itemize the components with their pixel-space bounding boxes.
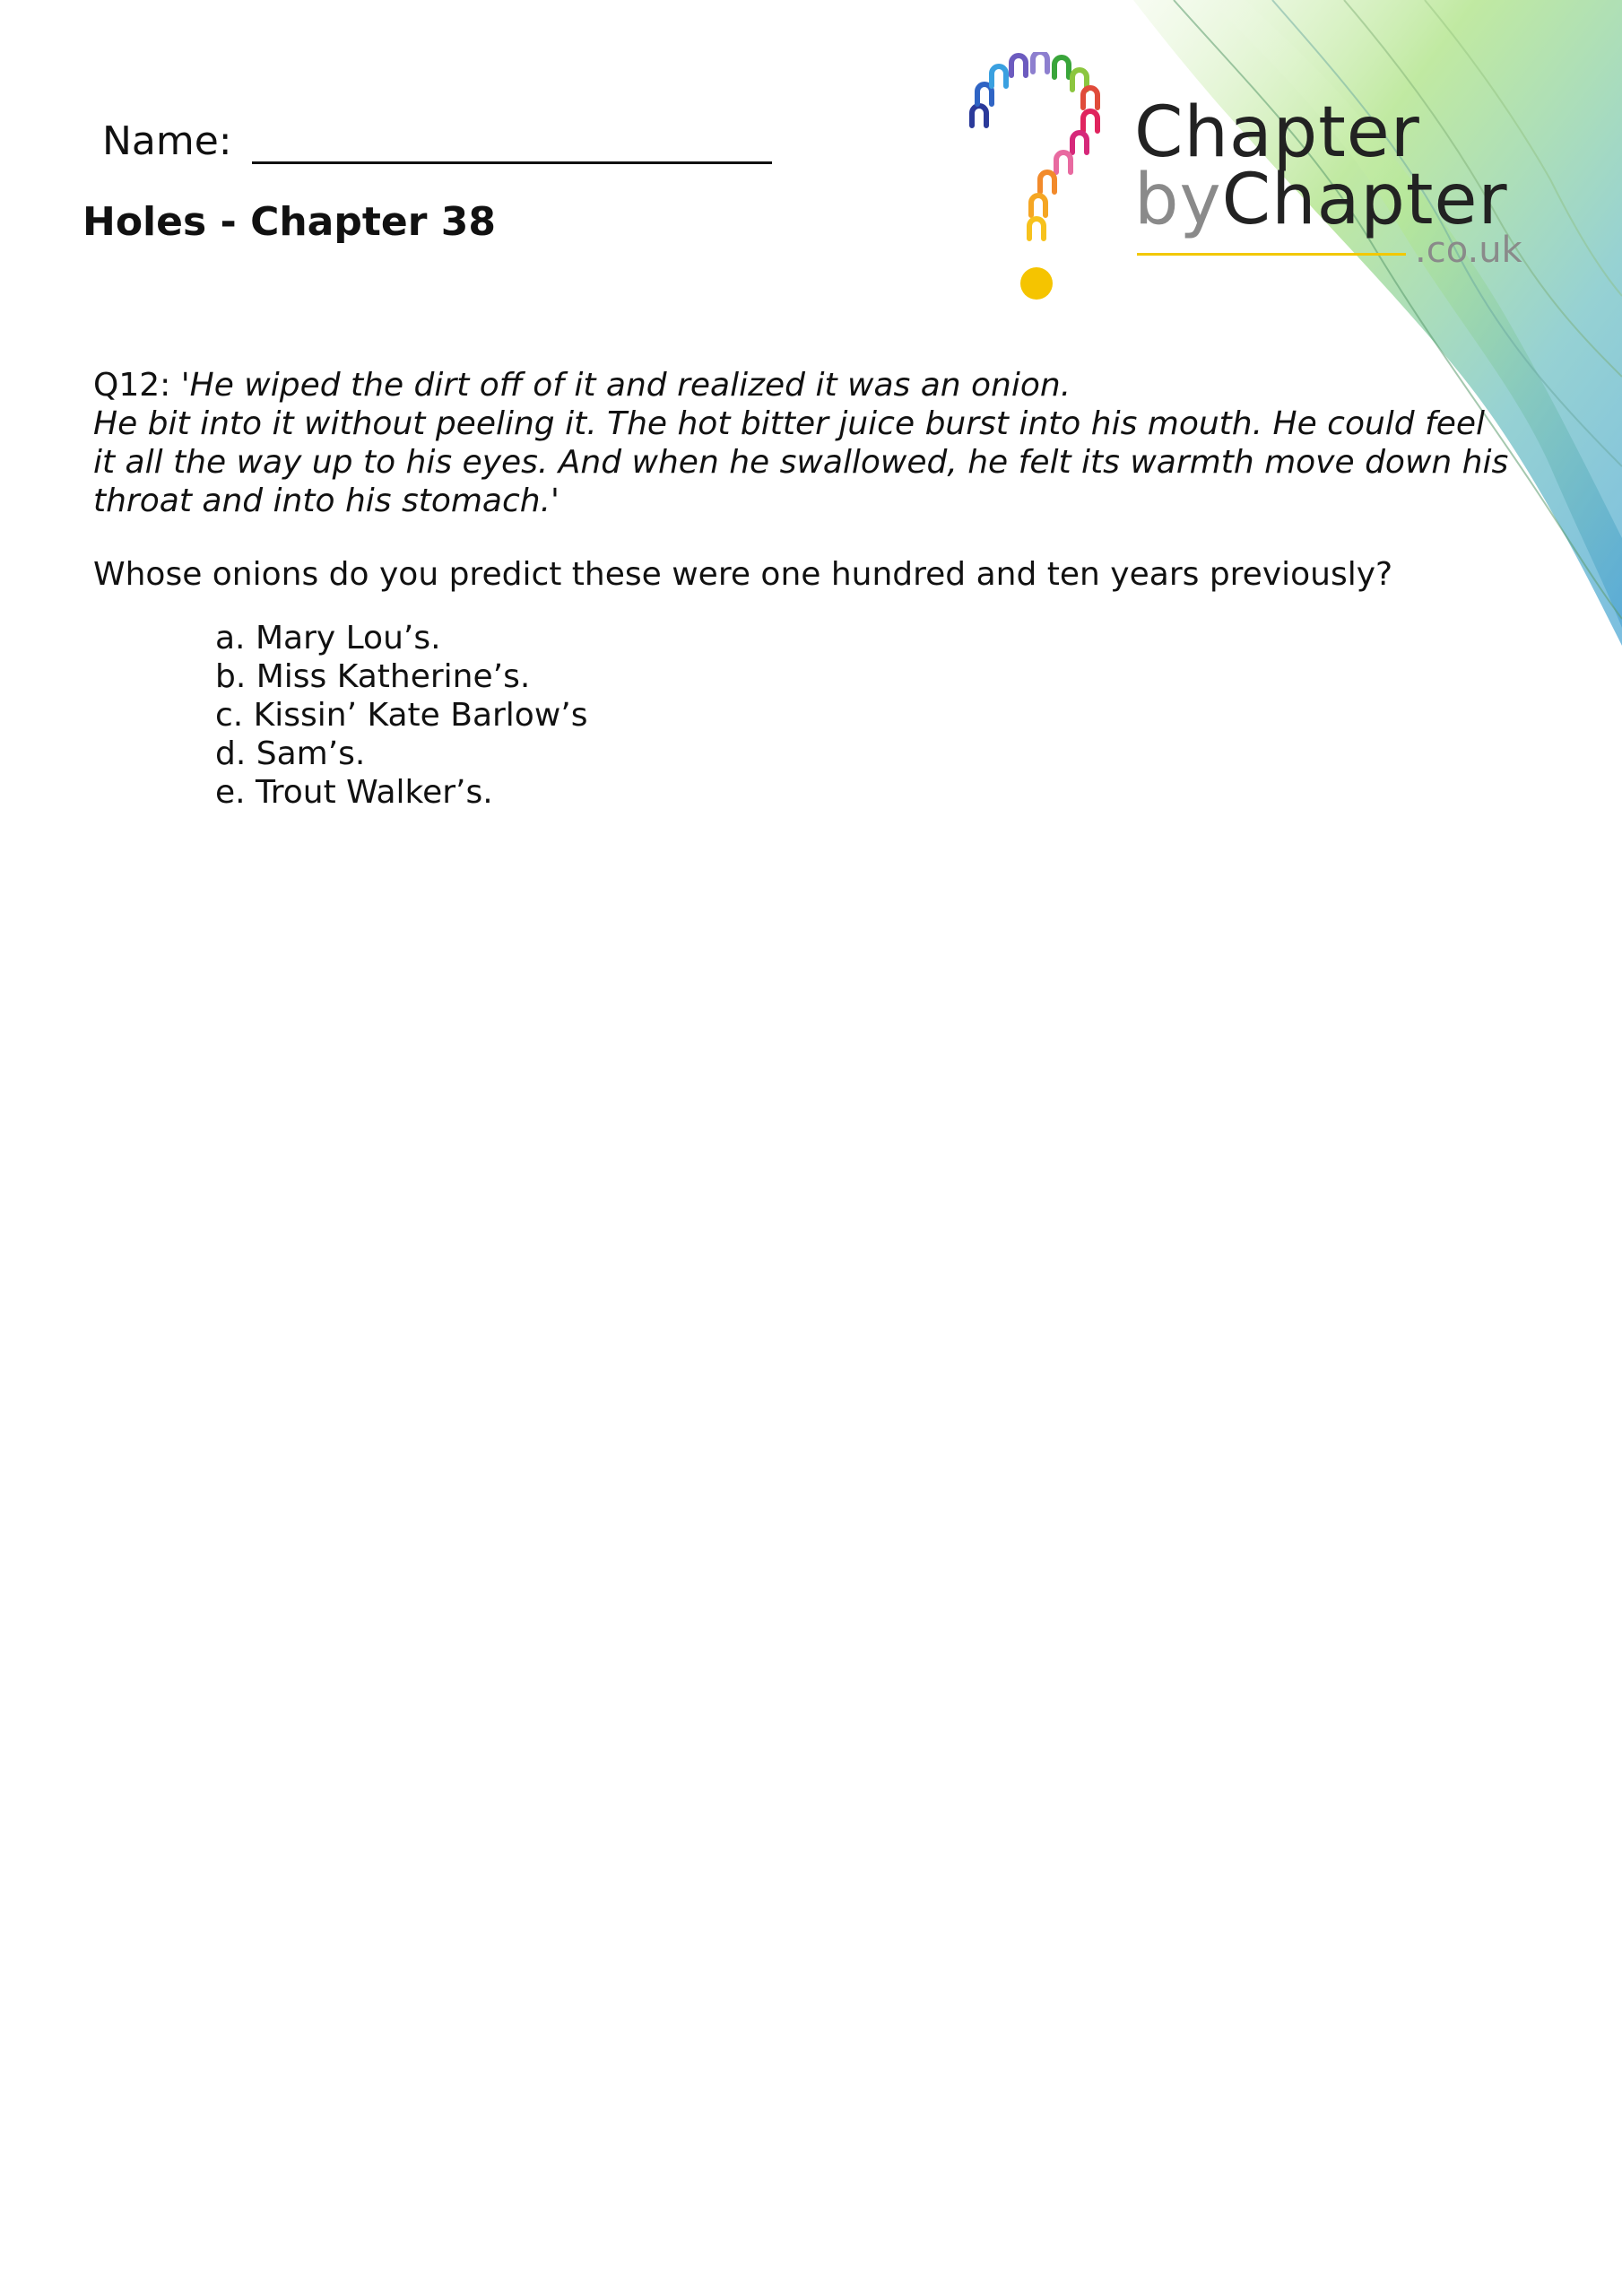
answer-options: [215, 619, 587, 812]
quote-line-1: [93, 366, 1546, 404]
question-block: [93, 366, 1546, 520]
option-c: c. Kissin’ Kate Barlow’s: [215, 697, 588, 734]
name-label: Name:: [102, 118, 232, 164]
question-mark-books-icon: [959, 52, 1121, 312]
name-blank-line: [252, 118, 772, 164]
worksheet-title: Holes - Chapter 38: [82, 199, 496, 245]
logo-text-domain: .co.uk: [1415, 230, 1522, 271]
name-field: [102, 118, 772, 164]
quote-text-1: 'He wiped the dirt off of it and realized it was an onion.: [180, 367, 1071, 404]
logo-text-chapter-2: Chapter: [1221, 160, 1508, 240]
quote-line-4: throat and into his stomach.': [93, 483, 559, 519]
logo-text-chapter: Chapter: [1134, 92, 1420, 173]
logo-text-by: by: [1134, 160, 1222, 240]
question-label: Q12:: [93, 367, 171, 404]
quote-line-2: He bit into it without peeling it. The hot bitter juice burst into his mouth. He could feel: [93, 405, 1486, 442]
logo-underline: [1137, 253, 1406, 256]
question-prompt: Whose onions do you predict these were one hundred and ten years previously?: [93, 556, 1393, 593]
logo-text-bychapter: [1134, 160, 1508, 240]
option-e: e. Trout Walker’s.: [215, 774, 493, 811]
option-d: d. Sam’s.: [215, 735, 366, 772]
option-a: a. Mary Lou’s.: [215, 620, 441, 657]
option-b: b. Miss Katherine’s.: [215, 658, 531, 695]
quote-line-3: it all the way up to his eyes. And when he swallowed, he felt its warmth move down his: [93, 444, 1509, 481]
site-logo: [959, 52, 1533, 321]
